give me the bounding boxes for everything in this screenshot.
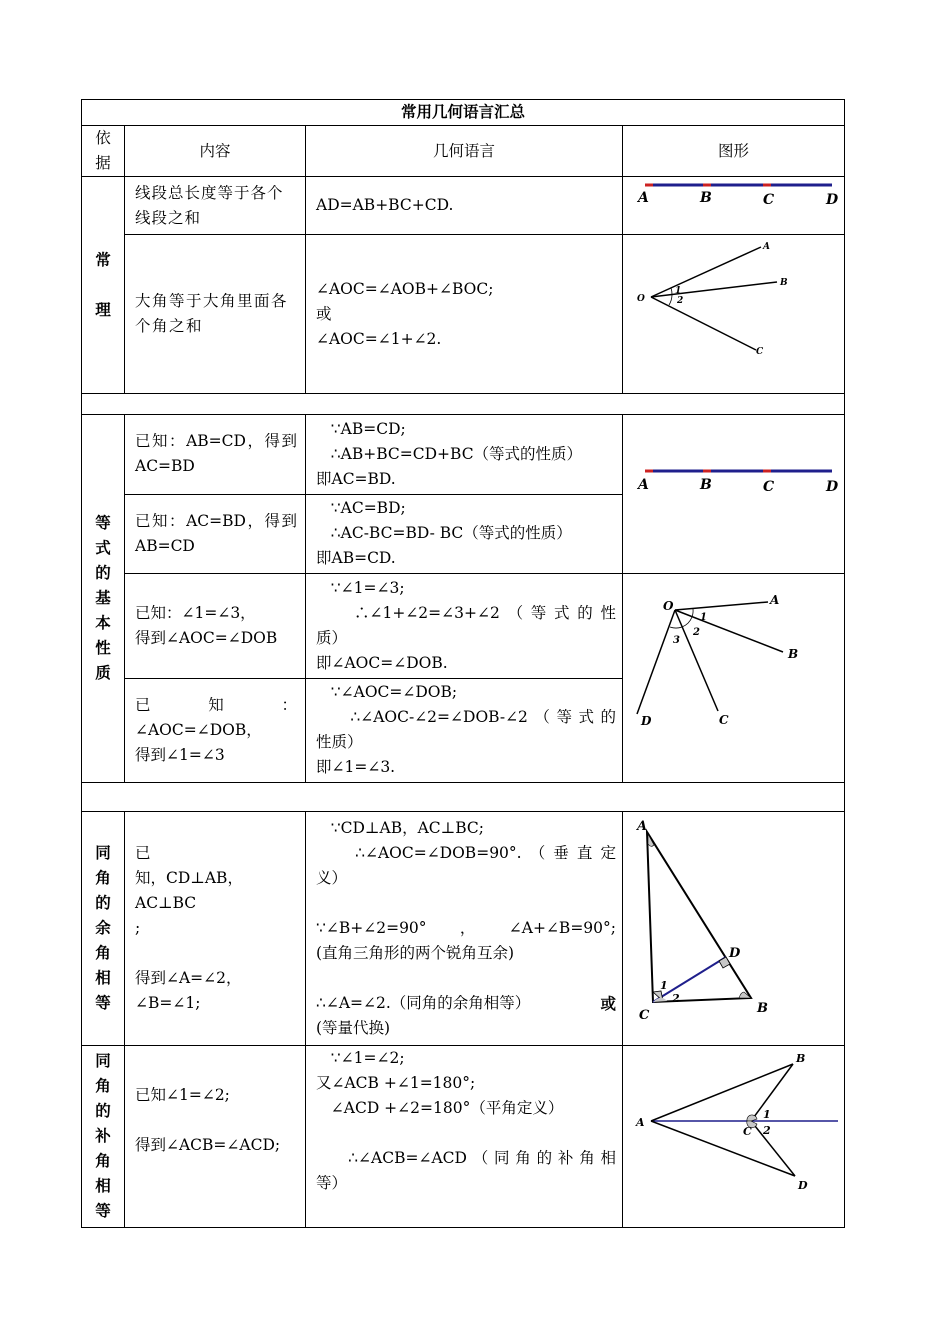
angle-label: 1	[660, 979, 668, 992]
content-text: AB=CD	[135, 536, 195, 555]
separator-row	[82, 783, 845, 812]
section-label-bujiao	[82, 1046, 125, 1228]
label-char: 等	[95, 514, 111, 532]
right-triangle-figure	[623, 812, 845, 1037]
label-char: 角	[95, 1077, 111, 1095]
language-line	[316, 991, 616, 1016]
point-label: B	[788, 647, 799, 661]
content-text: 大角等于大角里面各个角之和	[135, 292, 289, 335]
language-line: 即∠1=∠3.	[316, 758, 396, 777]
section-label-yujiao	[82, 812, 125, 1046]
header-basis-line1: 依	[95, 129, 111, 147]
content-cell	[125, 235, 306, 394]
separator-row	[82, 394, 845, 415]
language-cell	[306, 1046, 623, 1228]
angle-label: 2	[693, 627, 700, 638]
point-label: B	[700, 477, 712, 493]
point-label: C	[743, 1125, 752, 1138]
language-line: ∴AB+BC=CD+BC（等式的性质）	[316, 444, 583, 463]
label-char: 角	[95, 1152, 111, 1170]
language-line: 又∠ACB +∠1=180°;	[316, 1074, 476, 1092]
point-label: C	[763, 192, 775, 208]
section-label-dengshi	[82, 415, 125, 783]
point-label: D	[729, 946, 741, 961]
language-line: 即AB=CD.	[316, 549, 396, 568]
language-line: 或	[316, 304, 332, 323]
language-line: ∵AB=CD;	[316, 419, 406, 438]
header-basis	[82, 126, 125, 177]
geometry-summary-table	[81, 99, 845, 1228]
content-cell	[125, 177, 306, 235]
point-label: D	[826, 479, 839, 495]
content-text: 已知：∠1=∠3，	[135, 603, 256, 622]
point-label: B	[780, 278, 788, 288]
language-line: ∴∠ACB=∠ACD（同角的补角相	[316, 1149, 616, 1167]
point-label: A	[638, 190, 649, 206]
label-char: 的	[95, 1102, 111, 1120]
language-line: ∵∠AOC=∠DOB;	[316, 683, 458, 702]
language-line: ∵CD⊥AB，AC⊥BC;	[316, 819, 484, 837]
content-text	[135, 1108, 297, 1133]
angle-label: 2	[763, 1124, 771, 1137]
language-line: ∵∠1=∠2;	[316, 1049, 405, 1067]
figure-cell	[623, 574, 845, 783]
point-label: A	[638, 477, 649, 493]
language-line: 义）	[316, 869, 348, 887]
point-label: C	[719, 713, 729, 727]
label-char: 质	[95, 664, 111, 682]
label-char: 的	[95, 894, 111, 912]
label-char: 角	[95, 944, 111, 962]
language-line: AD=AB+BC+CD.	[316, 196, 454, 214]
point-label: A	[763, 242, 770, 252]
label-char: 相	[95, 969, 111, 987]
segment-figure	[623, 415, 845, 565]
language-text: ∴∠A=∠2.（同角的余角相等）	[316, 994, 531, 1012]
language-line	[316, 966, 616, 991]
point-label: D	[641, 714, 652, 728]
language-line: (直角三角形的两个锐角互余)	[316, 944, 515, 962]
label-char: 基	[95, 589, 111, 607]
point-label: C	[639, 1008, 650, 1023]
label-char: 理	[95, 300, 111, 319]
content-cell	[125, 812, 306, 1046]
figure-cell	[623, 1046, 845, 1228]
header-basis-line2: 据	[95, 154, 111, 172]
label-char: 式	[95, 539, 111, 557]
language-line: ∴AC-BC=BD- BC（等式的性质）	[316, 524, 572, 543]
content-text: 已 知 ：	[135, 695, 297, 714]
language-line: ∠AOC=∠1+∠2.	[316, 329, 442, 348]
angle-equality-figure	[623, 574, 845, 774]
point-label: C	[756, 347, 764, 357]
content-text: 已	[135, 844, 151, 862]
language-cell	[306, 177, 623, 235]
content-text: ;	[135, 919, 141, 937]
content-text: AC=BD	[135, 457, 195, 476]
label-char: 性	[95, 639, 111, 657]
label-char: 同	[95, 1052, 111, 1070]
angle-sum-figure	[623, 235, 845, 385]
language-line: ∵∠B+∠2=90°，∠A+∠B=90°;	[316, 919, 616, 937]
point-label: A	[636, 1116, 645, 1129]
language-cell	[306, 574, 623, 679]
figure-cell	[623, 177, 845, 235]
language-line: 即∠AOC=∠DOB.	[316, 653, 448, 672]
content-cell	[125, 678, 306, 783]
content-text: 得到∠ACB=∠ACD;	[135, 1136, 281, 1154]
label-char: 常	[95, 250, 111, 269]
angle-label: 1	[763, 1108, 771, 1121]
label-char: 本	[95, 614, 111, 632]
label-char: 同	[95, 844, 111, 862]
angle-label: 2	[672, 992, 680, 1005]
point-label: C	[763, 479, 775, 495]
point-label: A	[770, 593, 780, 607]
point-label: D	[826, 192, 839, 208]
content-text: ∠AOC=∠DOB，	[135, 720, 262, 739]
language-cell	[306, 494, 623, 574]
figure-cell	[623, 415, 845, 574]
label-char: 相	[95, 1177, 111, 1195]
language-cell	[306, 235, 623, 394]
header-content: 内容	[125, 126, 306, 177]
label-char: 等	[95, 994, 111, 1012]
content-text: 已知：AC=BD，得到	[135, 511, 297, 530]
language-line: ∠ACD +∠2=180°（平角定义）	[316, 1099, 564, 1117]
language-line: 等）	[316, 1174, 348, 1192]
language-line: ∴∠AOC-∠2=∠DOB-∠2（等式的	[316, 708, 616, 727]
header-figure: 图形	[623, 126, 845, 177]
figure-cell	[623, 812, 845, 1046]
content-text: 得到∠A=∠2，	[135, 969, 242, 987]
language-line: 即AC=BD.	[316, 469, 396, 488]
angle-label: 1	[675, 286, 682, 296]
language-cell	[306, 812, 623, 1046]
language-line: 性质）	[316, 733, 363, 752]
content-text: 得到∠AOC=∠DOB	[135, 628, 278, 647]
angle-label: 3	[673, 635, 680, 646]
content-cell	[125, 494, 306, 574]
figure-cell	[623, 235, 845, 394]
content-cell	[125, 415, 306, 495]
point-label: A	[637, 819, 648, 834]
content-text: 已知：AB=CD，得到	[135, 432, 297, 451]
point-label: O	[663, 599, 674, 613]
language-line	[316, 891, 616, 916]
angle-label: 2	[677, 296, 684, 306]
page-title: 常用几何语言汇总	[82, 100, 845, 126]
content-text: 知，CD⊥AB，AC⊥BC	[135, 869, 243, 912]
supplementary-angle-figure	[623, 1046, 845, 1219]
content-text: 线段总长度等于各个线段之和	[135, 183, 284, 227]
point-label: B	[700, 190, 712, 206]
language-line: ∵AC=BD;	[316, 499, 406, 518]
content-text: ∠B=∠1;	[135, 994, 201, 1012]
segment-figure	[623, 177, 845, 226]
language-line: (等量代换)	[316, 1019, 391, 1037]
header-language: 几何语言	[306, 126, 623, 177]
language-line: ∴∠1+∠2=∠3+∠2（等式的性	[316, 603, 617, 622]
label-char: 等	[95, 1202, 111, 1220]
point-label: B	[796, 1052, 806, 1065]
language-line: ∴∠AOC=∠DOB=90°.（垂直定	[316, 844, 617, 862]
point-label: D	[798, 1179, 808, 1192]
content-cell	[125, 574, 306, 679]
language-text-bold: 或	[600, 994, 616, 1013]
section-label-changli	[82, 177, 125, 394]
angle-label: 1	[700, 612, 707, 623]
content-text: 得到∠1=∠3	[135, 745, 225, 764]
label-char: 补	[95, 1127, 111, 1145]
language-line: ∠AOC=∠AOB+∠BOC;	[316, 279, 494, 298]
language-line: ∵∠1=∠3;	[316, 578, 405, 597]
language-line: 质）	[316, 628, 348, 647]
label-char: 余	[95, 919, 111, 937]
content-cell	[125, 1046, 306, 1228]
language-cell	[306, 678, 623, 783]
language-cell	[306, 415, 623, 495]
point-label: O	[637, 294, 645, 304]
label-char: 的	[95, 564, 111, 582]
label-char: 角	[95, 869, 111, 887]
language-line	[316, 1121, 616, 1146]
point-label: B	[757, 1001, 768, 1016]
content-text	[135, 941, 297, 966]
content-text: 已知∠1=∠2;	[135, 1086, 230, 1104]
